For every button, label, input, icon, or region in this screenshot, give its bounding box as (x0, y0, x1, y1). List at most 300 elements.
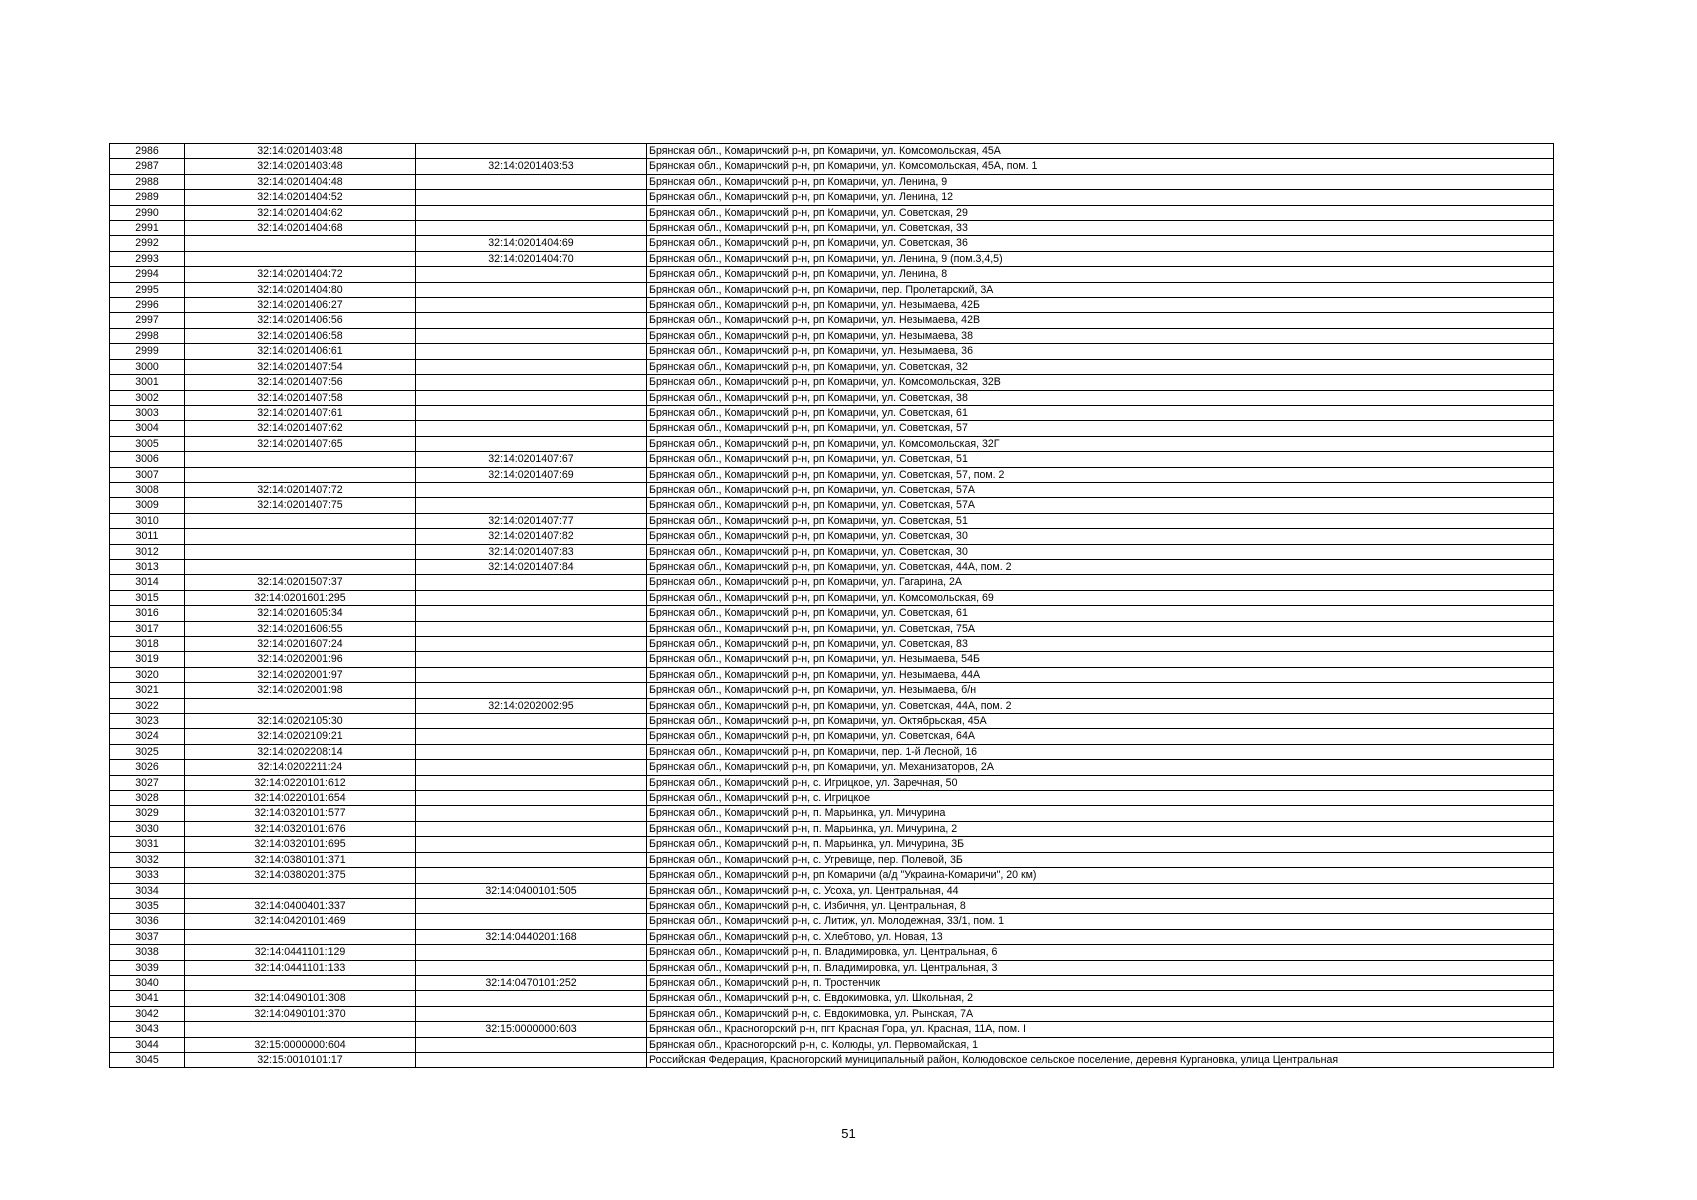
cadastral-number-cell: 32:14:0220101:612 (185, 775, 416, 790)
related-cadastral-number-cell (416, 606, 647, 621)
related-cadastral-number-cell (416, 174, 647, 189)
address-cell: Брянская обл., Комаричский р-н, рп Комаричи, ул. Незымаева, 42Б (647, 298, 1554, 313)
row-number-cell: 3013 (110, 559, 185, 574)
table-row (110, 159, 1554, 174)
related-cadastral-number-cell (416, 375, 647, 390)
row-number-cell: 3040 (110, 975, 185, 990)
cadastral-number-cell: 32:14:0201406:58 (185, 328, 416, 343)
related-cadastral-number-cell (416, 914, 647, 929)
table-row (110, 729, 1554, 744)
address-cell: Брянская обл., Комаричский р-н, с. Евдокимовка, ул. Рынская, 7А (647, 1006, 1554, 1021)
row-number-cell: 3038 (110, 945, 185, 960)
table-row (110, 1022, 1554, 1037)
table-row (110, 898, 1554, 913)
address-cell: Брянская обл., Комаричский р-н, рп Комаричи, ул. Советская, 44А, пом. 2 (647, 698, 1554, 713)
table-row (110, 390, 1554, 405)
row-number-cell: 2986 (110, 144, 185, 159)
related-cadastral-number-cell (416, 221, 647, 236)
row-number-cell: 3026 (110, 760, 185, 775)
related-cadastral-number-cell: 32:14:0201407:83 (416, 544, 647, 559)
related-cadastral-number-cell (416, 313, 647, 328)
address-cell: Брянская обл., Комаричский р-н, рп Комаричи, ул. Советская, 29 (647, 205, 1554, 220)
related-cadastral-number-cell (416, 729, 647, 744)
cadastral-number-cell: 32:14:0201403:48 (185, 159, 416, 174)
cadastral-number-cell: 32:14:0202001:96 (185, 652, 416, 667)
address-cell: Брянская обл., Комаричский р-н, рп Комаричи (а/д "Украина-Комаричи", 20 км) (647, 868, 1554, 883)
cadastral-number-cell: 32:14:0201407:62 (185, 421, 416, 436)
cadastral-number-cell: 32:14:0201406:56 (185, 313, 416, 328)
related-cadastral-number-cell (416, 852, 647, 867)
row-number-cell: 3003 (110, 405, 185, 420)
address-cell: Брянская обл., Комаричский р-н, рп Комаричи, ул. Советская, 64А (647, 729, 1554, 744)
address-cell: Брянская обл., Комаричский р-н, рп Комаричи, пер. 1-й Лесной, 16 (647, 744, 1554, 759)
table-row (110, 621, 1554, 636)
cadastral-number-cell: 32:14:0380101:371 (185, 852, 416, 867)
address-cell: Брянская обл., Комаричский р-н, рп Комаричи, ул. Незымаева, 54Б (647, 652, 1554, 667)
address-cell: Брянская обл., Комаричский р-н, с. Игрицкое (647, 791, 1554, 806)
address-cell: Брянская обл., Комаричский р-н, рп Комаричи, ул. Советская, 61 (647, 606, 1554, 621)
cadastral-number-cell: 32:14:0220101:654 (185, 791, 416, 806)
related-cadastral-number-cell: 32:14:0201407:84 (416, 559, 647, 574)
row-number-cell: 3041 (110, 991, 185, 1006)
related-cadastral-number-cell (416, 791, 647, 806)
address-cell: Брянская обл., Комаричский р-н, рп Комаричи, ул. Советская, 30 (647, 529, 1554, 544)
row-number-cell: 3027 (110, 775, 185, 790)
row-number-cell: 3033 (110, 868, 185, 883)
page-number: 51 (841, 1126, 856, 1141)
related-cadastral-number-cell: 32:14:0201407:82 (416, 529, 647, 544)
related-cadastral-number-cell (416, 436, 647, 451)
row-number-cell: 3014 (110, 575, 185, 590)
related-cadastral-number-cell (416, 359, 647, 374)
address-cell: Брянская обл., Красногорский р-н, с. Колюды, ул. Первомайская, 1 (647, 1037, 1554, 1052)
address-cell: Брянская обл., Комаричский р-н, рп Комаричи, ул. Гагарина, 2А (647, 575, 1554, 590)
row-number-cell: 3020 (110, 667, 185, 682)
row-number-cell: 3009 (110, 498, 185, 513)
cadastral-number-cell: 32:14:0201404:48 (185, 174, 416, 189)
address-cell: Брянская обл., Комаричский р-н, рп Комаричи, ул. Незымаева, 36 (647, 344, 1554, 359)
address-cell: Брянская обл., Комаричский р-н, п. Марьинка, ул. Мичурина (647, 806, 1554, 821)
table-row (110, 714, 1554, 729)
table-row (110, 1006, 1554, 1021)
address-cell: Брянская обл., Комаричский р-н, рп Комаричи, ул. Советская, 83 (647, 637, 1554, 652)
cadastral-number-cell: 32:14:0201607:24 (185, 637, 416, 652)
address-cell: Брянская обл., Комаричский р-н, рп Комаричи, ул. Комсомольская, 45А (647, 144, 1554, 159)
table-row (110, 698, 1554, 713)
address-cell: Брянская обл., Комаричский р-н, п. Тростенчик (647, 975, 1554, 990)
row-number-cell: 3025 (110, 744, 185, 759)
row-number-cell: 2987 (110, 159, 185, 174)
related-cadastral-number-cell (416, 806, 647, 821)
address-cell: Российская Федерация, Красногорский муниципальный район, Колюдовское сельское поселение, деревня Кургановка, улица Центральная (647, 1052, 1554, 1067)
cadastral-number-cell: 32:14:0320101:695 (185, 837, 416, 852)
address-cell: Брянская обл., Комаричский р-н, рп Комаричи, ул. Советская, 33 (647, 221, 1554, 236)
table-row (110, 652, 1554, 667)
row-number-cell: 2999 (110, 344, 185, 359)
related-cadastral-number-cell (416, 652, 647, 667)
cadastral-number-cell (185, 975, 416, 990)
address-cell: Брянская обл., Комаричский р-н, п. Марьинка, ул. Мичурина, 2 (647, 821, 1554, 836)
address-cell: Брянская обл., Комаричский р-н, рп Комаричи, ул. Ленина, 12 (647, 190, 1554, 205)
cadastral-number-cell: 32:14:0202001:97 (185, 667, 416, 682)
row-number-cell: 3031 (110, 837, 185, 852)
address-cell: Брянская обл., Комаричский р-н, п. Владимировка, ул. Центральная, 6 (647, 945, 1554, 960)
table-row (110, 821, 1554, 836)
cadastral-number-cell (185, 1022, 416, 1037)
related-cadastral-number-cell (416, 575, 647, 590)
row-number-cell: 3012 (110, 544, 185, 559)
related-cadastral-number-cell (416, 898, 647, 913)
table-row (110, 559, 1554, 574)
row-number-cell: 3008 (110, 482, 185, 497)
row-number-cell: 3004 (110, 421, 185, 436)
table-row (110, 1037, 1554, 1052)
cadastral-number-cell (185, 513, 416, 528)
related-cadastral-number-cell (416, 1006, 647, 1021)
table-row (110, 852, 1554, 867)
address-cell: Брянская обл., Комаричский р-н, рп Комаричи, ул. Ленина, 9 (647, 174, 1554, 189)
cadastral-number-cell (185, 236, 416, 251)
row-number-cell: 2993 (110, 251, 185, 266)
cadastral-number-cell: 32:14:0490101:370 (185, 1006, 416, 1021)
registry-table (109, 143, 1554, 1068)
cadastral-number-cell (185, 467, 416, 482)
related-cadastral-number-cell (416, 775, 647, 790)
row-number-cell: 3016 (110, 606, 185, 621)
row-number-cell: 2995 (110, 282, 185, 297)
table-row (110, 190, 1554, 205)
related-cadastral-number-cell (416, 837, 647, 852)
table-row (110, 513, 1554, 528)
table-row (110, 667, 1554, 682)
cadastral-number-cell: 32:14:0202109:21 (185, 729, 416, 744)
table-row (110, 837, 1554, 852)
table-row (110, 359, 1554, 374)
address-cell: Брянская обл., Комаричский р-н, с. Угревище, пер. Полевой, 3Б (647, 852, 1554, 867)
cadastral-number-cell: 32:14:0201403:48 (185, 144, 416, 159)
related-cadastral-number-cell: 32:14:0201404:69 (416, 236, 647, 251)
related-cadastral-number-cell (416, 744, 647, 759)
address-cell: Брянская обл., Комаричский р-н, рп Комаричи, ул. Советская, 30 (647, 544, 1554, 559)
row-number-cell: 3002 (110, 390, 185, 405)
related-cadastral-number-cell (416, 960, 647, 975)
cadastral-number-cell: 32:14:0201406:27 (185, 298, 416, 313)
related-cadastral-number-cell: 32:14:0440201:168 (416, 929, 647, 944)
address-cell: Брянская обл., Комаричский р-н, рп Комаричи, ул. Комсомольская, 45А, пом. 1 (647, 159, 1554, 174)
table-row (110, 760, 1554, 775)
related-cadastral-number-cell (416, 405, 647, 420)
address-cell: Брянская обл., Комаричский р-н, рп Комаричи, ул. Советская, 57, пом. 2 (647, 467, 1554, 482)
cadastral-number-cell: 32:14:0201407:61 (185, 405, 416, 420)
table-row (110, 251, 1554, 266)
address-cell: Брянская обл., Комаричский р-н, с. Хлебтово, ул. Новая, 13 (647, 929, 1554, 944)
address-cell: Брянская обл., Комаричский р-н, рп Комаричи, ул. Комсомольская, 32В (647, 375, 1554, 390)
cadastral-number-cell: 32:14:0201407:54 (185, 359, 416, 374)
cadastral-number-cell: 32:14:0202001:98 (185, 683, 416, 698)
row-number-cell: 2988 (110, 174, 185, 189)
address-cell: Брянская обл., Комаричский р-н, рп Комаричи, ул. Советская, 51 (647, 513, 1554, 528)
related-cadastral-number-cell (416, 390, 647, 405)
table-row (110, 606, 1554, 621)
related-cadastral-number-cell (416, 821, 647, 836)
row-number-cell: 3010 (110, 513, 185, 528)
table-row (110, 929, 1554, 944)
related-cadastral-number-cell (416, 714, 647, 729)
cadastral-number-cell: 32:14:0201407:58 (185, 390, 416, 405)
cadastral-number-cell: 32:14:0202208:14 (185, 744, 416, 759)
related-cadastral-number-cell (416, 282, 647, 297)
table-row (110, 298, 1554, 313)
table-row (110, 467, 1554, 482)
related-cadastral-number-cell (416, 637, 647, 652)
row-number-cell: 3000 (110, 359, 185, 374)
table-row (110, 282, 1554, 297)
cadastral-number-cell (185, 251, 416, 266)
address-cell: Брянская обл., Комаричский р-н, рп Комаричи, ул. Советская, 36 (647, 236, 1554, 251)
row-number-cell: 3011 (110, 529, 185, 544)
cadastral-number-cell: 32:14:0201404:80 (185, 282, 416, 297)
table-row (110, 975, 1554, 990)
related-cadastral-number-cell (416, 683, 647, 698)
table-row (110, 575, 1554, 590)
address-cell: Брянская обл., Комаричский р-н, рп Комаричи, ул. Советская, 44А, пом. 2 (647, 559, 1554, 574)
cadastral-number-cell (185, 929, 416, 944)
table-row (110, 590, 1554, 605)
address-cell: Брянская обл., Комаричский р-н, рп Комаричи, ул. Советская, 75А (647, 621, 1554, 636)
related-cadastral-number-cell (416, 945, 647, 960)
row-number-cell: 3022 (110, 698, 185, 713)
table-row (110, 221, 1554, 236)
address-cell: Брянская обл., Комаричский р-н, с. Евдокимовка, ул. Школьная, 2 (647, 991, 1554, 1006)
cadastral-number-cell: 32:14:0380201:375 (185, 868, 416, 883)
row-number-cell: 2990 (110, 205, 185, 220)
address-cell: Брянская обл., Комаричский р-н, рп Комаричи, ул. Ленина, 8 (647, 267, 1554, 282)
address-cell: Брянская обл., Комаричский р-н, рп Комаричи, ул. Незымаева, б/н (647, 683, 1554, 698)
table-row (110, 945, 1554, 960)
cadastral-number-cell: 32:14:0201404:68 (185, 221, 416, 236)
registry-table-body (110, 144, 1554, 1068)
table-row (110, 375, 1554, 390)
address-cell: Брянская обл., Комаричский р-н, рп Комаричи, ул. Советская, 32 (647, 359, 1554, 374)
cadastral-number-cell: 32:14:0201601:295 (185, 590, 416, 605)
cadastral-number-cell: 32:14:0441101:133 (185, 960, 416, 975)
table-row (110, 914, 1554, 929)
row-number-cell: 3034 (110, 883, 185, 898)
related-cadastral-number-cell (416, 498, 647, 513)
table-row (110, 436, 1554, 451)
cadastral-number-cell: 32:14:0201507:37 (185, 575, 416, 590)
related-cadastral-number-cell (416, 267, 647, 282)
cadastral-number-cell (185, 544, 416, 559)
table-row (110, 991, 1554, 1006)
cadastral-number-cell: 32:15:0000000:604 (185, 1037, 416, 1052)
cadastral-number-cell (185, 698, 416, 713)
cadastral-number-cell: 32:14:0441101:129 (185, 945, 416, 960)
row-number-cell: 2991 (110, 221, 185, 236)
table-row (110, 144, 1554, 159)
related-cadastral-number-cell (416, 1037, 647, 1052)
related-cadastral-number-cell: 32:15:0000000:603 (416, 1022, 647, 1037)
table-row (110, 452, 1554, 467)
related-cadastral-number-cell (416, 590, 647, 605)
table-row (110, 868, 1554, 883)
row-number-cell: 3021 (110, 683, 185, 698)
cadastral-number-cell: 32:14:0400401:337 (185, 898, 416, 913)
row-number-cell: 3029 (110, 806, 185, 821)
address-cell: Брянская обл., Комаричский р-н, рп Комаричи, ул. Комсомольская, 69 (647, 590, 1554, 605)
table-row (110, 883, 1554, 898)
cadastral-number-cell: 32:14:0201407:72 (185, 482, 416, 497)
related-cadastral-number-cell (416, 205, 647, 220)
address-cell: Брянская обл., Комаричский р-н, п. Марьинка, ул. Мичурина, 3Б (647, 837, 1554, 852)
address-cell: Брянская обл., Комаричский р-н, рп Комаричи, ул. Незымаева, 38 (647, 328, 1554, 343)
cadastral-number-cell (185, 452, 416, 467)
related-cadastral-number-cell (416, 298, 647, 313)
cadastral-number-cell: 32:14:0420101:469 (185, 914, 416, 929)
table-row (110, 744, 1554, 759)
row-number-cell: 3035 (110, 898, 185, 913)
address-cell: Брянская обл., Комаричский р-н, с. Игрицкое, ул. Заречная, 50 (647, 775, 1554, 790)
table-row (110, 791, 1554, 806)
cadastral-number-cell: 32:14:0201605:34 (185, 606, 416, 621)
table-row (110, 683, 1554, 698)
table-row (110, 313, 1554, 328)
cadastral-number-cell: 32:14:0201606:55 (185, 621, 416, 636)
related-cadastral-number-cell: 32:14:0201403:53 (416, 159, 647, 174)
address-cell: Брянская обл., Комаричский р-н, рп Комаричи, ул. Незымаева, 44А (647, 667, 1554, 682)
row-number-cell: 3007 (110, 467, 185, 482)
related-cadastral-number-cell (416, 144, 647, 159)
table-row (110, 544, 1554, 559)
related-cadastral-number-cell: 32:14:0201404:70 (416, 251, 647, 266)
related-cadastral-number-cell: 32:14:0201407:67 (416, 452, 647, 467)
related-cadastral-number-cell (416, 667, 647, 682)
row-number-cell: 3024 (110, 729, 185, 744)
row-number-cell: 2998 (110, 328, 185, 343)
related-cadastral-number-cell (416, 991, 647, 1006)
cadastral-number-cell (185, 559, 416, 574)
address-cell: Брянская обл., Комаричский р-н, п. Владимировка, ул. Центральная, 3 (647, 960, 1554, 975)
row-number-cell: 2994 (110, 267, 185, 282)
cadastral-number-cell: 32:14:0201406:61 (185, 344, 416, 359)
cadastral-number-cell: 32:14:0201404:52 (185, 190, 416, 205)
table-row (110, 344, 1554, 359)
address-cell: Брянская обл., Комаричский р-н, рп Комаричи, ул. Октябрьская, 45А (647, 714, 1554, 729)
row-number-cell: 2997 (110, 313, 185, 328)
row-number-cell: 3036 (110, 914, 185, 929)
related-cadastral-number-cell: 32:14:0201407:77 (416, 513, 647, 528)
table-row (110, 529, 1554, 544)
cadastral-number-cell: 32:14:0201407:75 (185, 498, 416, 513)
row-number-cell: 3032 (110, 852, 185, 867)
row-number-cell: 3015 (110, 590, 185, 605)
row-number-cell: 3042 (110, 1006, 185, 1021)
related-cadastral-number-cell: 32:14:0201407:69 (416, 467, 647, 482)
row-number-cell: 2989 (110, 190, 185, 205)
address-cell: Брянская обл., Комаричский р-н, с. Литиж, ул. Молодежная, 33/1, пом. 1 (647, 914, 1554, 929)
cadastral-number-cell: 32:14:0201404:62 (185, 205, 416, 220)
cadastral-number-cell: 32:15:0010101:17 (185, 1052, 416, 1067)
table-row (110, 205, 1554, 220)
row-number-cell: 3039 (110, 960, 185, 975)
table-row (110, 267, 1554, 282)
address-cell: Брянская обл., Красногорский р-н, пгт Красная Гора, ул. Красная, 11А, пом. I (647, 1022, 1554, 1037)
related-cadastral-number-cell (416, 621, 647, 636)
row-number-cell: 3006 (110, 452, 185, 467)
cadastral-number-cell: 32:14:0201407:56 (185, 375, 416, 390)
address-cell: Брянская обл., Комаричский р-н, рп Комаричи, ул. Советская, 51 (647, 452, 1554, 467)
related-cadastral-number-cell (416, 344, 647, 359)
cadastral-number-cell: 32:14:0320101:676 (185, 821, 416, 836)
row-number-cell: 3001 (110, 375, 185, 390)
address-cell: Брянская обл., Комаричский р-н, рп Комаричи, ул. Советская, 57А (647, 482, 1554, 497)
cadastral-number-cell: 32:14:0202211:24 (185, 760, 416, 775)
row-number-cell: 3017 (110, 621, 185, 636)
address-cell: Брянская обл., Комаричский р-н, с. Избичня, ул. Центральная, 8 (647, 898, 1554, 913)
related-cadastral-number-cell: 32:14:0470101:252 (416, 975, 647, 990)
table-row (110, 405, 1554, 420)
table-row (110, 236, 1554, 251)
related-cadastral-number-cell (416, 421, 647, 436)
address-cell: Брянская обл., Комаричский р-н, рп Комаричи, ул. Незымаева, 42В (647, 313, 1554, 328)
row-number-cell: 2996 (110, 298, 185, 313)
table-row (110, 421, 1554, 436)
cadastral-number-cell (185, 883, 416, 898)
table-row (110, 775, 1554, 790)
row-number-cell: 3043 (110, 1022, 185, 1037)
related-cadastral-number-cell (416, 482, 647, 497)
table-row (110, 806, 1554, 821)
address-cell: Брянская обл., Комаричский р-н, рп Комаричи, ул. Ленина, 9 (пом.3,4,5) (647, 251, 1554, 266)
related-cadastral-number-cell (416, 868, 647, 883)
address-cell: Брянская обл., Комаричский р-н, рп Комаричи, ул. Советская, 57 (647, 421, 1554, 436)
address-cell: Брянская обл., Комаричский р-н, рп Комаричи, ул. Комсомольская, 32Г (647, 436, 1554, 451)
table-row (110, 637, 1554, 652)
address-cell: Брянская обл., Комаричский р-н, рп Комаричи, ул. Советская, 57А (647, 498, 1554, 513)
row-number-cell: 3023 (110, 714, 185, 729)
table-row (110, 482, 1554, 497)
cadastral-number-cell: 32:14:0201404:72 (185, 267, 416, 282)
address-cell: Брянская обл., Комаричский р-н, рп Комаричи, ул. Советская, 38 (647, 390, 1554, 405)
address-cell: Брянская обл., Комаричский р-н, с. Усоха, ул. Центральная, 44 (647, 883, 1554, 898)
table-row (110, 328, 1554, 343)
row-number-cell: 3037 (110, 929, 185, 944)
table-row (110, 498, 1554, 513)
row-number-cell: 2992 (110, 236, 185, 251)
row-number-cell: 3044 (110, 1037, 185, 1052)
table-row (110, 1052, 1554, 1067)
related-cadastral-number-cell (416, 190, 647, 205)
related-cadastral-number-cell: 32:14:0202002:95 (416, 698, 647, 713)
related-cadastral-number-cell (416, 328, 647, 343)
table-row (110, 174, 1554, 189)
row-number-cell: 3030 (110, 821, 185, 836)
row-number-cell: 3019 (110, 652, 185, 667)
row-number-cell: 3028 (110, 791, 185, 806)
address-cell: Брянская обл., Комаричский р-н, рп Комаричи, ул. Советская, 61 (647, 405, 1554, 420)
cadastral-number-cell: 32:14:0490101:308 (185, 991, 416, 1006)
row-number-cell: 3045 (110, 1052, 185, 1067)
address-cell: Брянская обл., Комаричский р-н, рп Комаричи, пер. Пролетарский, 3А (647, 282, 1554, 297)
table-row (110, 960, 1554, 975)
row-number-cell: 3018 (110, 637, 185, 652)
cadastral-number-cell: 32:14:0202105:30 (185, 714, 416, 729)
address-cell: Брянская обл., Комаричский р-н, рп Комаричи, ул. Механизаторов, 2А (647, 760, 1554, 775)
cadastral-number-cell: 32:14:0201407:65 (185, 436, 416, 451)
related-cadastral-number-cell: 32:14:0400101:505 (416, 883, 647, 898)
related-cadastral-number-cell (416, 1052, 647, 1067)
related-cadastral-number-cell (416, 760, 647, 775)
